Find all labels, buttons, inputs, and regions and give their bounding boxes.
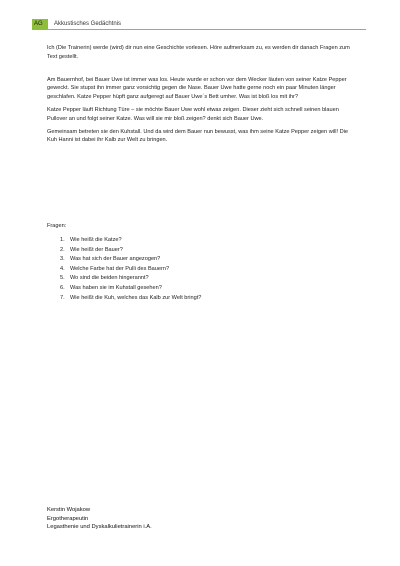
header-title: Akkustisches Gedächtnis (54, 21, 122, 27)
author-name: Kerstin Wojakow (47, 507, 91, 513)
questions-label: Fragen: (47, 223, 67, 229)
question-item (60, 284, 201, 294)
question-text: Wo sind die beiden hingerannt? (70, 275, 149, 282)
author-footer (47, 506, 152, 532)
question-item (60, 294, 201, 304)
question-text: Welche Farbe hat der Pulli des Bauern? (70, 265, 170, 272)
story-paragraph-2: Katze Pepper läuft Richtung Türe – sie möchte Bauer Uwe wohl etwas zeigen. Dieser zieht sich schnell seinen blauen Pullover an und folgt seiner Katze. Was will sie mir bloß zeigen? denkt sich Bauer Uwe. (47, 106, 339, 122)
question-text: Wie heißt die Kuh, welches das Kalb zur Welt bringt? (70, 294, 202, 301)
intro-text: Ich (Die Trainerin) werde (wird) dir nun eine Geschichte vorlesen. Höre aufmerksam zu, es werden dir danach Fragen zum Text gestellt. (47, 45, 350, 60)
author-role: Ergotherapeutin (47, 515, 89, 522)
question-text: Was hat sich der Bauer angezogen? (70, 256, 161, 263)
question-item (60, 246, 201, 256)
question-number: 7. (60, 294, 65, 301)
question-number: 5. (60, 275, 65, 282)
question-item (60, 274, 201, 284)
story-paragraph-3: Gemeinsam betreten sie den Kuhstall. Und da wird dem Bauer nun bewusst, was ihm seine Katze Pepper zeigen will! Die Kuh Hanni ist dabei ihr Kalb zur Welt zu bringen. (47, 128, 348, 144)
question-item (60, 265, 201, 275)
header-badge: AG (32, 19, 48, 29)
story-content (47, 44, 357, 149)
question-number: 6. (60, 284, 65, 291)
story-paragraph-1: Am Bauernhof, bei Bauer Uwe ist immer was los. Heute wurde er schon vor dem Wecker läuten von seiner Katze Pepper geweckt. Sie stupst ihn immer ganz vorsichtig gegen die Nase. Bauer Uwe hatte gerne noch ein paar Minuten länger geschlafen. Katze Pepper hüpft ganz aufgeregt auf Bauer Uwe´s Bett umher. Was ist bloß los mit ihr? (47, 76, 347, 101)
page-header (32, 19, 366, 30)
question-number: 2. (60, 246, 65, 253)
question-number: 3. (60, 256, 65, 263)
question-text: Wie heißt der Bauer? (70, 246, 123, 253)
question-item (60, 236, 201, 246)
question-text: Wie heißt die Katze? (70, 237, 122, 243)
author-qualification: Legasthenie und Dyskalkulietrainerin i.A. (47, 524, 152, 531)
question-item (60, 255, 201, 265)
question-text: Was haben sie im Kuhstall gesehen? (70, 284, 162, 291)
question-number: 1. (60, 237, 65, 243)
question-number: 4. (60, 265, 65, 272)
questions-list (60, 236, 201, 303)
